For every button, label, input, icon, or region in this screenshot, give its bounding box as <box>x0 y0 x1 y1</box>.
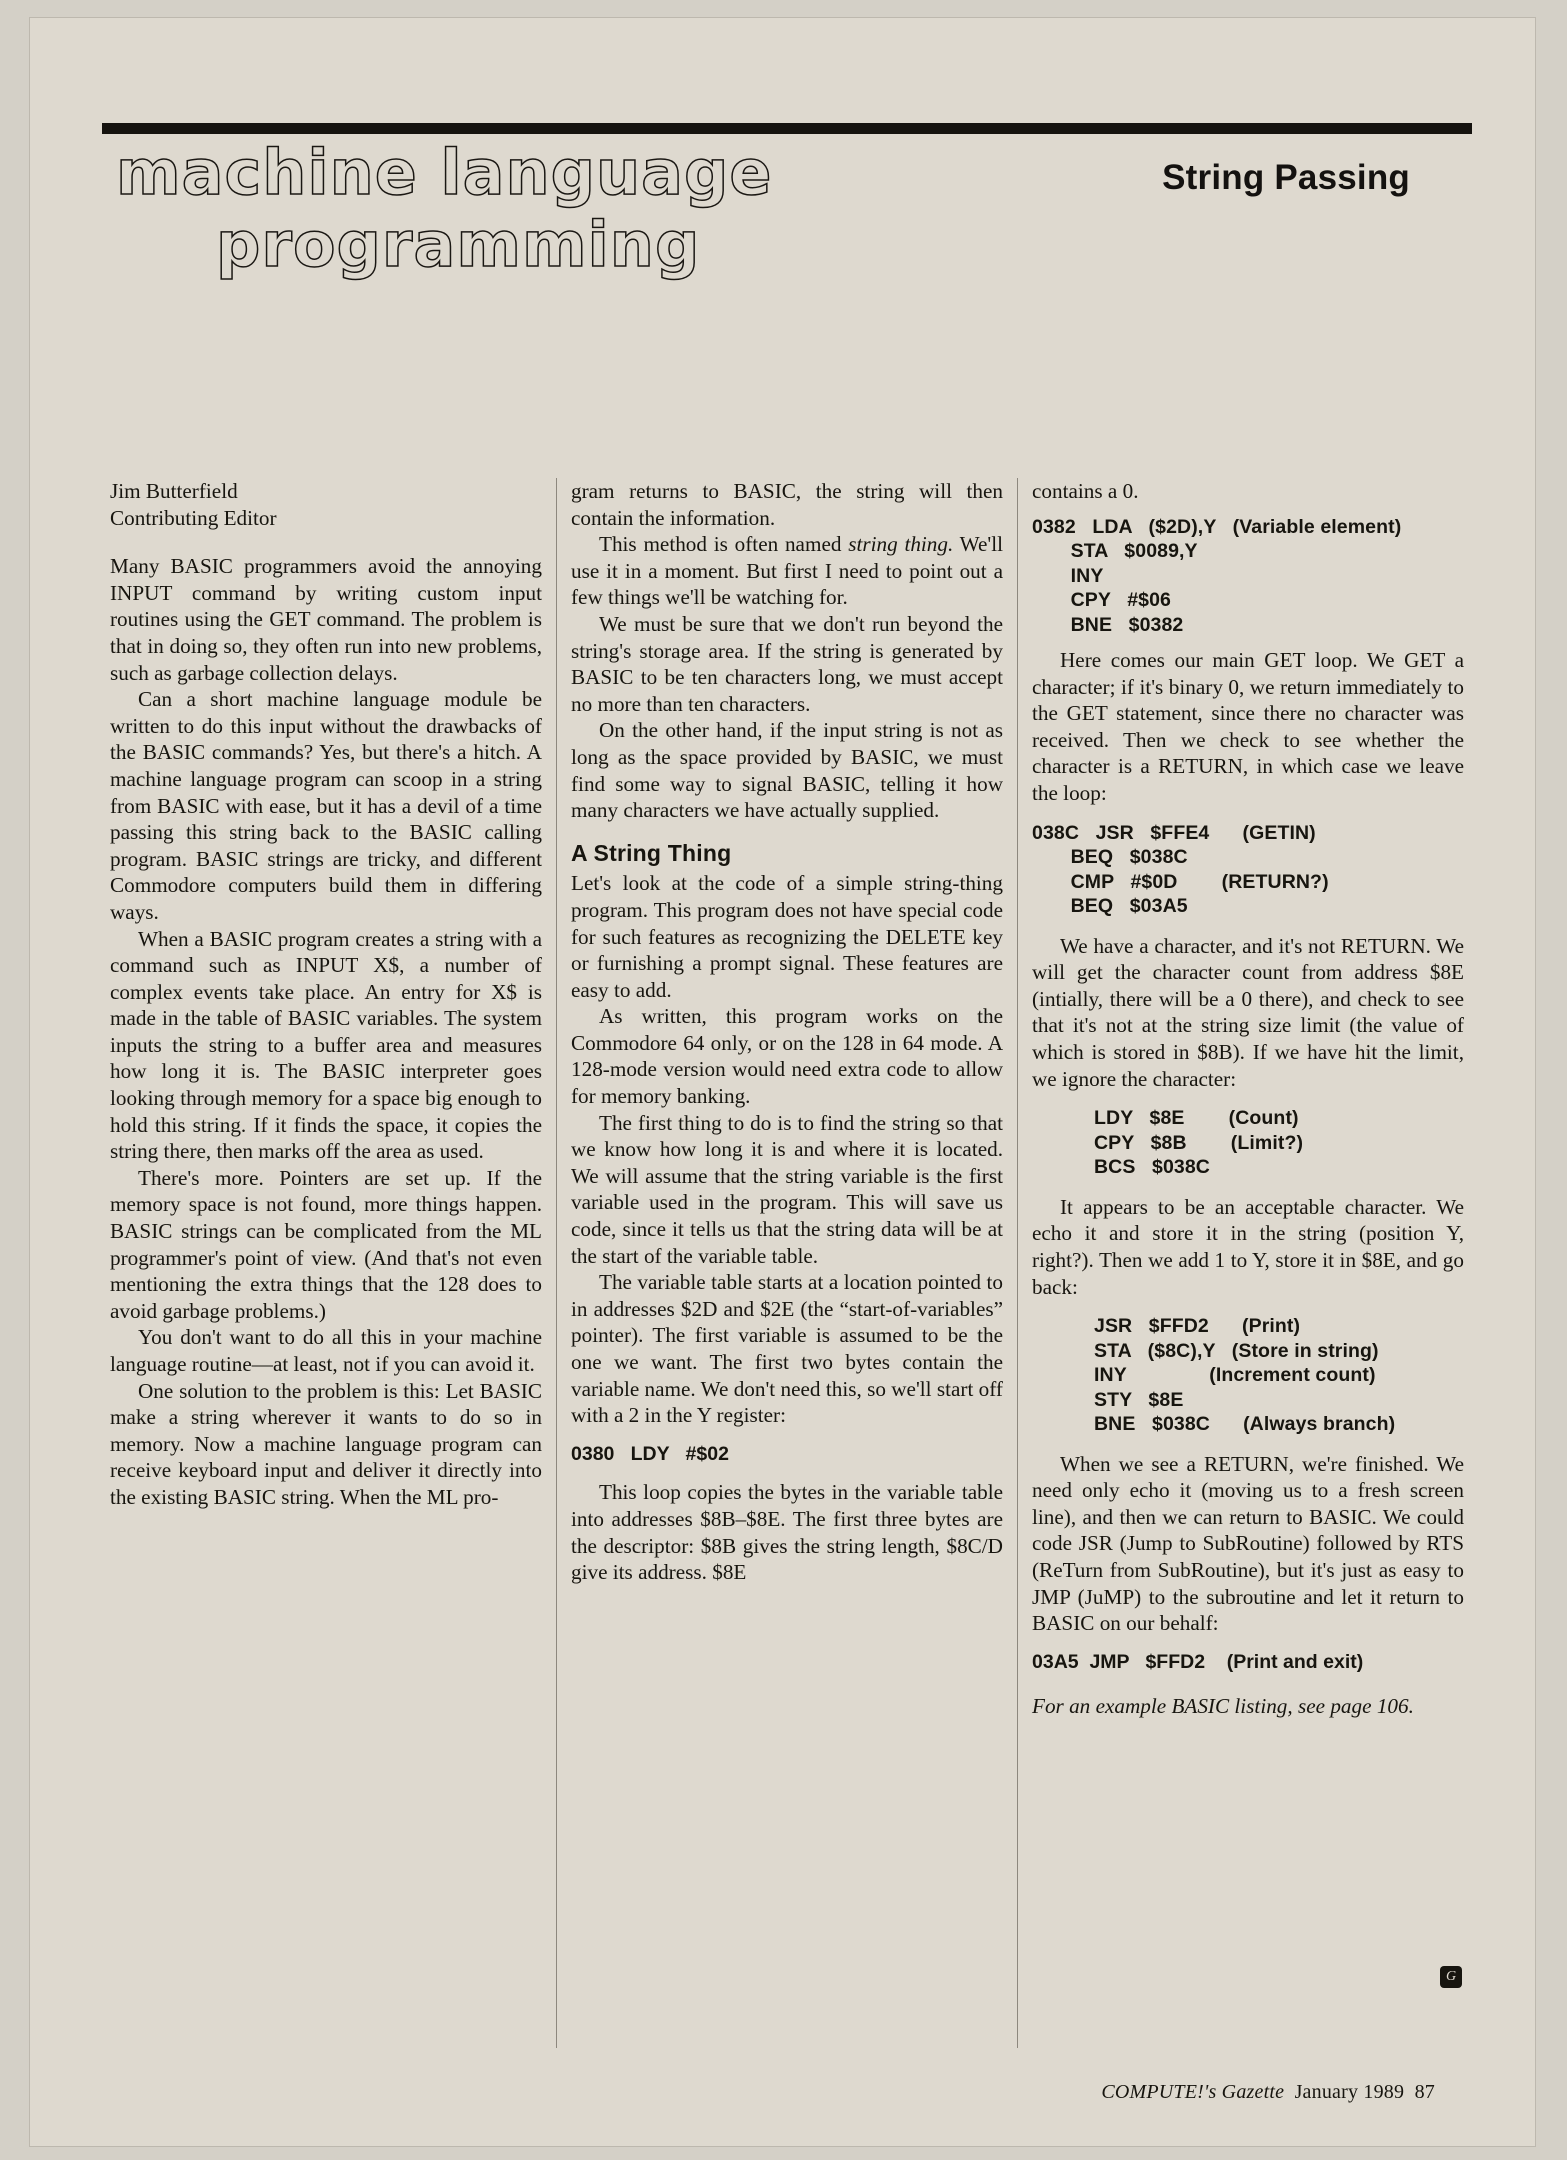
code-line: CMP #$0D (RETURN?) <box>1032 870 1329 893</box>
footer-issue: January 1989 <box>1294 2081 1405 2103</box>
footer-magazine: COMPUTE!'s Gazette <box>1101 2081 1285 2103</box>
code-listing <box>1032 515 1464 638</box>
paragraph: You don't want to do all this in your machine language routine—at least, not if you can avoid it. <box>110 1325 542 1376</box>
paragraph: This loop copies the bytes in the variable table into addresses $8B–$8E. The first three bytes are the descriptor: $8B gives the string length, $8C/D give its address. $8E <box>571 1480 1003 1585</box>
code-line: 0382 LDA ($2D),Y (Variable element) <box>1032 515 1402 538</box>
section-title: String Passing <box>1162 158 1410 197</box>
paragraph: The first thing to do is to find the string so that we know how long it is and where it is located. We will assume that the string variable is the first variable used in the program. This will save us code, since it tells us that the string data will be at the start of the variable table. <box>571 1110 1003 1268</box>
end-mark-icon: G <box>1440 1966 1462 1988</box>
paragraph: It appears to be an acceptable character. We echo it and store it in the string (position Y, right?). Then we add 1 to Y, store it in $8E, and go back: <box>1032 1194 1464 1299</box>
term-emphasis: string thing. <box>848 532 954 557</box>
closing-note: For an example BASIC listing, see page 106. <box>1032 1694 1414 1719</box>
code-line: INY <box>1032 564 1104 587</box>
byline-author: Jim Butterfield <box>110 479 238 503</box>
paragraph: We have a character, and it's not RETURN. We will get the character count from address $8E (intially, there will be a 0 there), and check to see that it's not at the string size limit (the value of which is stored in $8B). If we have hit the limit, we ignore the character: <box>1032 933 1464 1091</box>
code-line: STY $8E <box>1094 1388 1184 1411</box>
column-divider-1 <box>556 478 557 2048</box>
code-line: INY (Increment count) <box>1094 1364 1376 1387</box>
paragraph-text: We'll use it in a moment. But first I need to point out a few things we'll be watching for. <box>571 532 1003 610</box>
byline-role: Contributing Editor <box>110 505 277 530</box>
masthead-rule <box>102 123 1472 134</box>
paragraph: As written, this program works on the Commodore 64 only, or on the 128 in 64 mode. A 128-mode version would need extra code to allow for memory banking. <box>571 1004 1003 1109</box>
page-sheet <box>30 18 1535 2146</box>
footer-page-number: 87 <box>1414 2081 1435 2103</box>
paragraph: The variable table starts at a location pointed to in addresses $2D and $2E (the “start-of-variables” pointer). The first variable is assumed to be the one we want. The first two bytes contain the variable name. We don't need this, so we'll start off with a 2 in the Y register: <box>571 1270 1003 1428</box>
byline <box>110 478 542 531</box>
code-line: BEQ $038C <box>1032 846 1188 869</box>
code-line: LDY $8E (Count) <box>1094 1107 1299 1130</box>
code-line: BNE $0382 <box>1032 613 1184 636</box>
paragraph: Let's look at the code of a simple string-thing program. This program does not have special code for such features as recognizing the DELETE key or furnishing a prompt signal. These features are easy to add. <box>571 871 1003 1002</box>
code-line: CPY #$06 <box>1032 589 1171 612</box>
code-listing <box>1032 821 1464 919</box>
paragraph: We must be sure that we don't run beyond the string's storage area. If the string is generated by BASIC to be ten characters long, we must accept no more than ten characters. <box>571 611 1003 716</box>
paragraph: On the other hand, if the input string is not as long as the space provided by BASIC, we must find some way to signal BASIC, telling it how many characters we have actually supplied. <box>571 718 1003 823</box>
paragraph: When a BASIC program creates a string with a command such as INPUT X$, a number of complex events take place. An entry for X$ is made in the table of BASIC variables. The system inputs the string to a buffer area and measures how long it is. The BASIC interpreter goes looking through memory for a space big enough to hold this string. If it finds the space, it copies the string there, then marks off the area as used. <box>110 926 542 1164</box>
column-divider-2 <box>1017 478 1018 2048</box>
paragraph: Can a short machine language module be written to do this input without the drawbacks of the BASIC commands? Yes, but there's a hitch. A machine language program can scoop in a string from BASIC with ease, but it has a devil of a time passing this string back to the BASIC calling program. BASIC strings are tricky, and different Commodore computers build them in differing ways. <box>110 687 542 924</box>
code-line: BNE $038C (Always branch) <box>1094 1413 1396 1436</box>
logo-line-1: machine language <box>116 136 773 209</box>
code-line: STA ($8C),Y (Store in string) <box>1094 1339 1379 1362</box>
page-footer <box>1101 2081 1435 2104</box>
paragraph <box>571 531 1003 611</box>
code-line: 038C JSR $FFE4 (GETIN) <box>1032 821 1316 844</box>
code-listing <box>1094 1314 1464 1437</box>
column-2 <box>571 478 1003 2048</box>
code-line: BEQ $03A5 <box>1032 895 1188 918</box>
subheading: A String Thing <box>571 839 732 866</box>
code-line: JSR $FFD2 (Print) <box>1094 1315 1301 1338</box>
paragraph: When we see a RETURN, we're finished. We need only echo it (moving us to a fresh screen line), and then we can return to BASIC. We could code JSR (Jump to SubRoutine) followed by RTS (ReTurn from SubRoutine), but it's just as easy to JMP (JuMP) to the subroutine and let it return to BASIC on our behalf: <box>1032 1451 1464 1636</box>
paragraph: Many BASIC programmers avoid the annoying INPUT command by writing custom input routines using the GET command. The problem is that in doing so, they often run into new problems, such as garbage collection delays. <box>110 554 542 685</box>
code-line: BCS $038C <box>1094 1156 1210 1179</box>
column-3 <box>1032 478 1464 2048</box>
code-listing <box>1094 1106 1464 1180</box>
code-line: CPY $8B (Limit?) <box>1094 1131 1304 1154</box>
paragraph-text: This method is often named <box>599 532 849 557</box>
paragraph: There's more. Pointers are set up. If the memory space is not found, more things happen. BASIC strings can be complicated from the ML programmer's point of view. (And that's not even mentioning the extra things that the 128 does to avoid garbage problems.) <box>110 1165 542 1323</box>
column-1 <box>110 478 542 2048</box>
article-body <box>110 478 1465 2058</box>
paragraph: gram returns to BASIC, the string will then contain the information. <box>571 479 1003 530</box>
code-listing: 03A5 JMP $FFD2 (Print and exit) <box>1032 1650 1364 1673</box>
paragraph: contains a 0. <box>1032 479 1139 503</box>
paragraph: Here comes our main GET loop. We GET a character; if it's binary 0, we return immediately to the GET statement, since there no character was received. Then we check to see whether the character is a RETURN, in which case we leave the loop: <box>1032 648 1464 806</box>
code-line: STA $0089,Y <box>1032 540 1198 563</box>
paragraph: One solution to the problem is this: Let BASIC make a string wherever it wants to do so in memory. Now a machine language program can receive keyboard input and deliver it directly into the existing BASIC string. When the ML pro- <box>110 1378 542 1509</box>
logo-line-2: programming <box>216 208 701 281</box>
column-logo <box>116 136 896 306</box>
code-listing: 0380 LDY #$02 <box>571 1442 729 1465</box>
